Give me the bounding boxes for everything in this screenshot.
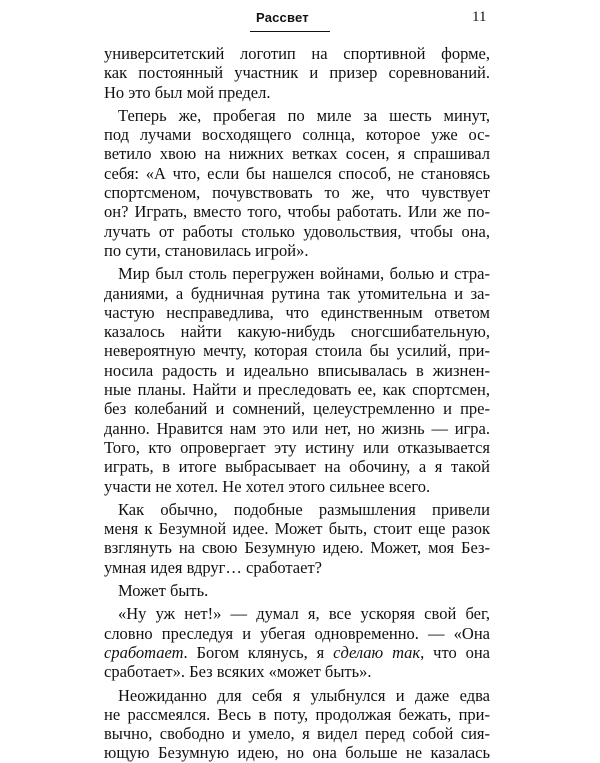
text-line: Неожиданно для себя я улыбнулся и даже едва [118,685,490,705]
text-line: играть, в итоге выбрасывает на обочину, а я такой [104,457,490,477]
paragraph [104,581,490,600]
text-line: носила радость и идеально вписывалась в жизнен- [104,360,490,380]
paragraph [104,106,490,260]
text-line: частую несправедлива, что единственным ответом [104,302,490,322]
text-line: сработает». Без всяких «может быть». [104,662,372,682]
text-line: даниями, а будничная рутина так утомительна и за- [104,283,490,303]
text-line: словно преследуя и убегая одновременно. — «Она [104,623,490,643]
text-line: невероятную мечту, которая стоила бы усилий, при- [104,341,490,361]
text-run: . Богом клянусь, я [183,642,334,662]
text-line: взглянуть на свою Безумную идею. Может, моя Без- [104,538,490,558]
paragraph [104,686,490,763]
body-text [104,44,490,763]
text-line: под лучами восходящего солнца, которое уже ос- [104,125,490,145]
text-line: Того, кто опровергает эту истину или отказывается [104,437,490,457]
text-line: ющую Безумную идею, но она больше не казалась [104,743,490,763]
text-line: спортсменом, почувствовать то же, что чувствует [104,183,490,203]
text-line: он? Играть, вместо того, чтобы работать. Или же по- [104,202,490,222]
italic-run: сработает [104,642,184,662]
text-line: вычно, свободно и умело, я видел перед собой сия- [104,724,490,744]
text-line: умная идея вдруг… сработает? [104,557,322,577]
text-line: университетский логотип на спортивной форме, [104,44,490,63]
text-line: Как обычно, подобные размышления привели [118,499,490,519]
text-line: Но это был мой предел. [104,82,271,102]
text-line: ветило хвою на нижних ветках сосен, я спрашивал [104,144,490,164]
text-line: по сути, становилась игрой». [104,240,309,260]
text-line: лучать от работы столько удовольствия, чтобы она, [104,221,490,241]
paragraph [104,500,490,577]
text-line: ные планы. Найти и преследовать ее, как спортсмен, [104,380,490,400]
text-line: казалось найти какую-нибудь сногсшибательную, [104,322,490,342]
text-line: Может быть. [118,581,209,601]
text-line: не рассмеялся. Весь в поту, продолжая бежать, при- [104,704,490,724]
text-line: Теперь же, пробегая по миле за шесть минут, [118,105,490,125]
text-line: данно. Нравится нам это или нет, но жизнь — игра. [104,418,490,438]
text-line: «Ну уж нет!» — думал я, все ускоряя свой бег, [118,604,490,624]
paragraph [104,44,490,102]
italic-run: сделаю так [333,642,421,662]
text-line: Мир был столь перегружен войнами, болью и стра- [118,264,490,284]
text-line: себя: «А что, если бы нашелся способ, не становясь [104,163,490,183]
text-run: , что она [420,642,490,662]
header-rule [250,31,330,32]
text-line: меня к Безумной идее. Может быть, стоит еще разок [104,519,490,539]
text-line: участи не хотел. Не хотел этого сильнее всего. [104,476,431,496]
paragraph [104,264,490,496]
text-line: как постоянный участник и призер соревнований. [104,63,490,83]
text-line [104,643,490,662]
page-number: 11 [472,9,487,25]
running-title: Рассвет [256,10,309,25]
paragraph [104,604,490,681]
text-line: без колебаний и сомнений, целеустремленно и пре- [104,399,490,419]
